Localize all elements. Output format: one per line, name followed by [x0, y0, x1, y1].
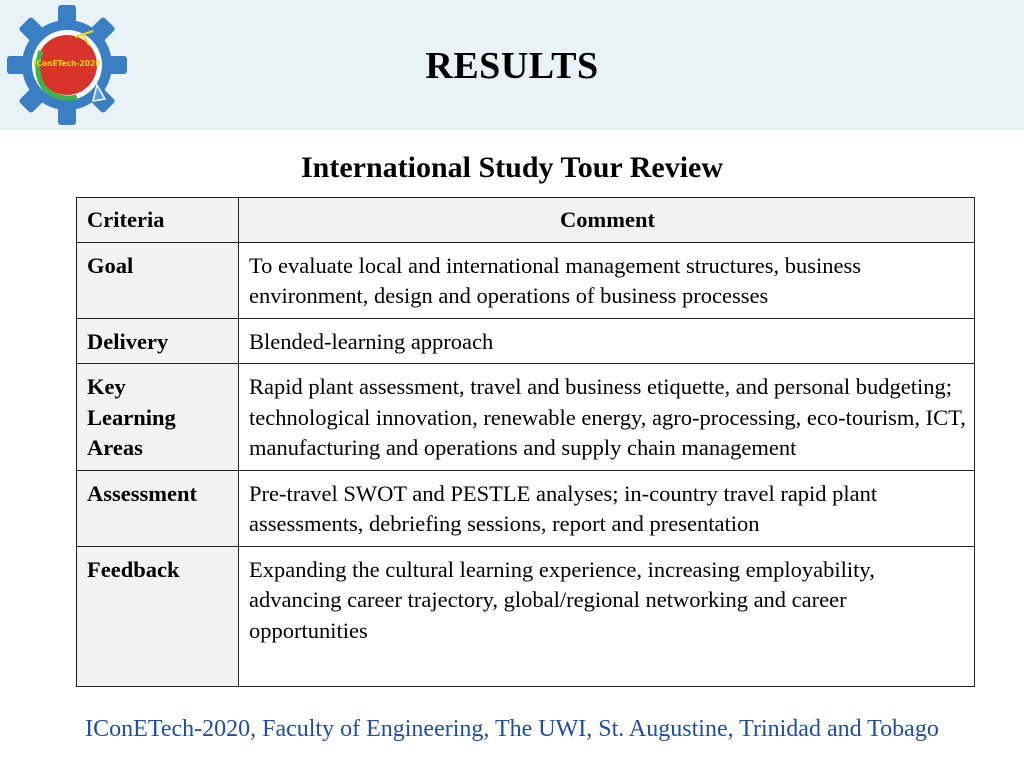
criteria-cell: Goal	[77, 242, 239, 318]
table-row	[77, 242, 975, 318]
footer-caption: IConETech-2020, Faculty of Engineering, The UWI, St. Augustine, Trinidad and Tobago	[85, 716, 939, 742]
criteria-cell: Feedback	[77, 546, 239, 686]
criteria-cell: Delivery	[77, 318, 239, 364]
table-row	[77, 318, 975, 364]
review-table	[76, 197, 975, 687]
column-header-comment: Comment	[239, 198, 975, 243]
comment-cell: Blended-learning approach	[239, 318, 975, 364]
table-header-row	[77, 198, 975, 243]
criteria-cell: Assessment	[77, 470, 239, 546]
column-header-criteria: Criteria	[77, 198, 239, 243]
comment-cell: Expanding the cultural learning experience, increasing employability, advancing career trajectory, global/regional networking and career opportunities	[239, 546, 975, 686]
table-row	[77, 546, 975, 686]
slide-title: RESULTS	[425, 45, 599, 87]
comment-cell: Pre-travel SWOT and PESTLE analyses; in-country travel rapid plant assessments, debriefing sessions, report and presentation	[239, 470, 975, 546]
logo-text: IConETech-2020	[33, 59, 101, 68]
table-row	[77, 470, 975, 546]
comment-cell: To evaluate local and international management structures, business environment, design and operations of business processes	[239, 242, 975, 318]
criteria-cell: Key Learning Areas	[77, 364, 239, 471]
comment-cell: Rapid plant assessment, travel and business etiquette, and personal budgeting; technological innovation, renewable energy, agro-processing, eco-tourism, ICT, manufacturing and operations and supply chain management	[239, 364, 975, 471]
table-title: International Study Tour Review	[300, 151, 724, 184]
table-row	[77, 364, 975, 471]
